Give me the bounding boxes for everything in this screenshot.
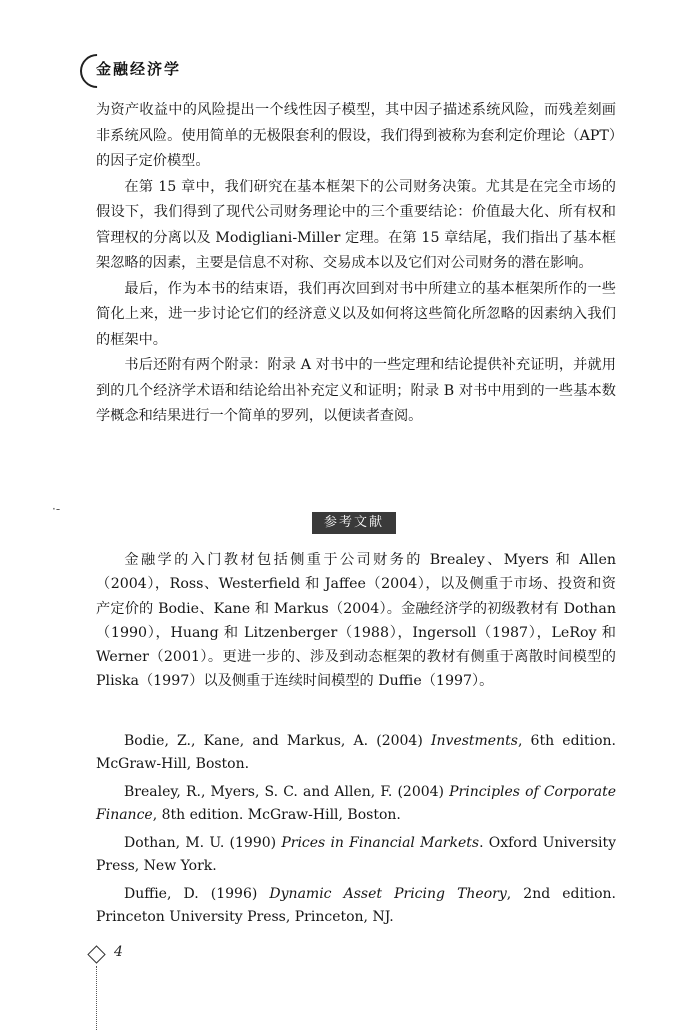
reference-authors: Dothan, M. U. (1990) (124, 835, 282, 851)
reference-authors: Duffie, D. (1996) (124, 886, 270, 902)
section-heading: 参考文献 (312, 512, 396, 534)
references-intro (96, 548, 616, 694)
reference-authors: Brealey, R., Myers, S. C. and Allen, F. (2004) (124, 784, 450, 800)
reference-publisher: , 6th edition. McGraw-Hill, Boston. (96, 733, 617, 772)
folio-dotted-line (96, 966, 97, 1030)
running-header-title: 金融经济学 (96, 60, 182, 78)
reference-title: Prices in Financial Markets (281, 835, 480, 851)
intro-paragraph: 金融学的入门教材包括侧重于公司财务的 Brealey、Myers 和 Allen（2004），Ross、Westerfield 和 Jaffee（2004），以及侧重于市场、投资和资产定价的 Bodie、Kane 和 Markus（2004）。金融经济学的初级教材有 Dothan（1990），Huang 和 Litzenberger（1988），Ingersoll（1987），LeRoy 和 Werner（2001）。更进一步的、涉及到动态框架的教材有侧重于离散时间模型的 Pliska（1997）以及侧重于连续时间模型的 Duffie（1997）。 (96, 552, 616, 690)
body-paragraph: 最后，作为本书的结束语，我们再次回到对书中所建立的基本框架所作的一些简化上来，进一步讨论它们的经济意义以及如何将这些简化所忽略的因素纳入我们的框架中。 (96, 280, 616, 348)
reference-title: Dynamic Asset Pricing Theory (269, 886, 507, 902)
reference-publisher: , 8th edition. McGraw-Hill, Boston. (152, 806, 401, 823)
reference-authors: Bodie, Z., Kane, and Markus, A. (2004) (124, 733, 431, 749)
diamond-icon (87, 945, 105, 963)
body-paragraph: 在第 15 章中，我们研究在基本框架下的公司财务决策。尤其是在完全市场的假设下，我们得到了现代公司财务理论中的三个重要结论：价值最大化、所有权和管理权的分离以及 Modigliani-Miller 定理。在第 15 章结尾，我们指出了基本框架忽略的因素，主要是信息不对称、交易成本以及它们对公司财务的潜在影响。 (96, 178, 616, 271)
body-paragraph: 为资产收益中的风险提出一个线性因子模型，其中因子描述系统风险，而残差刻画非系统风险。使用简单的无极限套利的假设，我们得到被称为套利定价理论（APT）的因子定价模型。 (96, 102, 616, 169)
reference-list (96, 730, 616, 934)
reference-entry (96, 730, 616, 775)
reference-title: Principles of Corporate Finance (96, 784, 616, 823)
page-number: 4 (114, 944, 123, 960)
reference-publisher: . Oxford University Press, New York. (96, 835, 616, 874)
body-paragraph: 书后还附有两个附录：附录 A 对书中的一些定理和结论提供补充证明，并就用到的几个经济学术语和结论给出补充定义和证明；附录 B 对书中用到的一些基本数学概念和结果进行一个简单的罗列，以便读者查阅。 (96, 357, 616, 424)
reference-entry (96, 781, 616, 826)
reference-entry (96, 832, 616, 877)
reference-title: Investments (430, 733, 518, 749)
reference-entry (96, 883, 616, 928)
body-text (96, 98, 616, 430)
reference-publisher: , 2nd edition. Princeton University Press, Princeton, NJ. (96, 886, 616, 925)
stray-mark: ·- (52, 502, 61, 516)
